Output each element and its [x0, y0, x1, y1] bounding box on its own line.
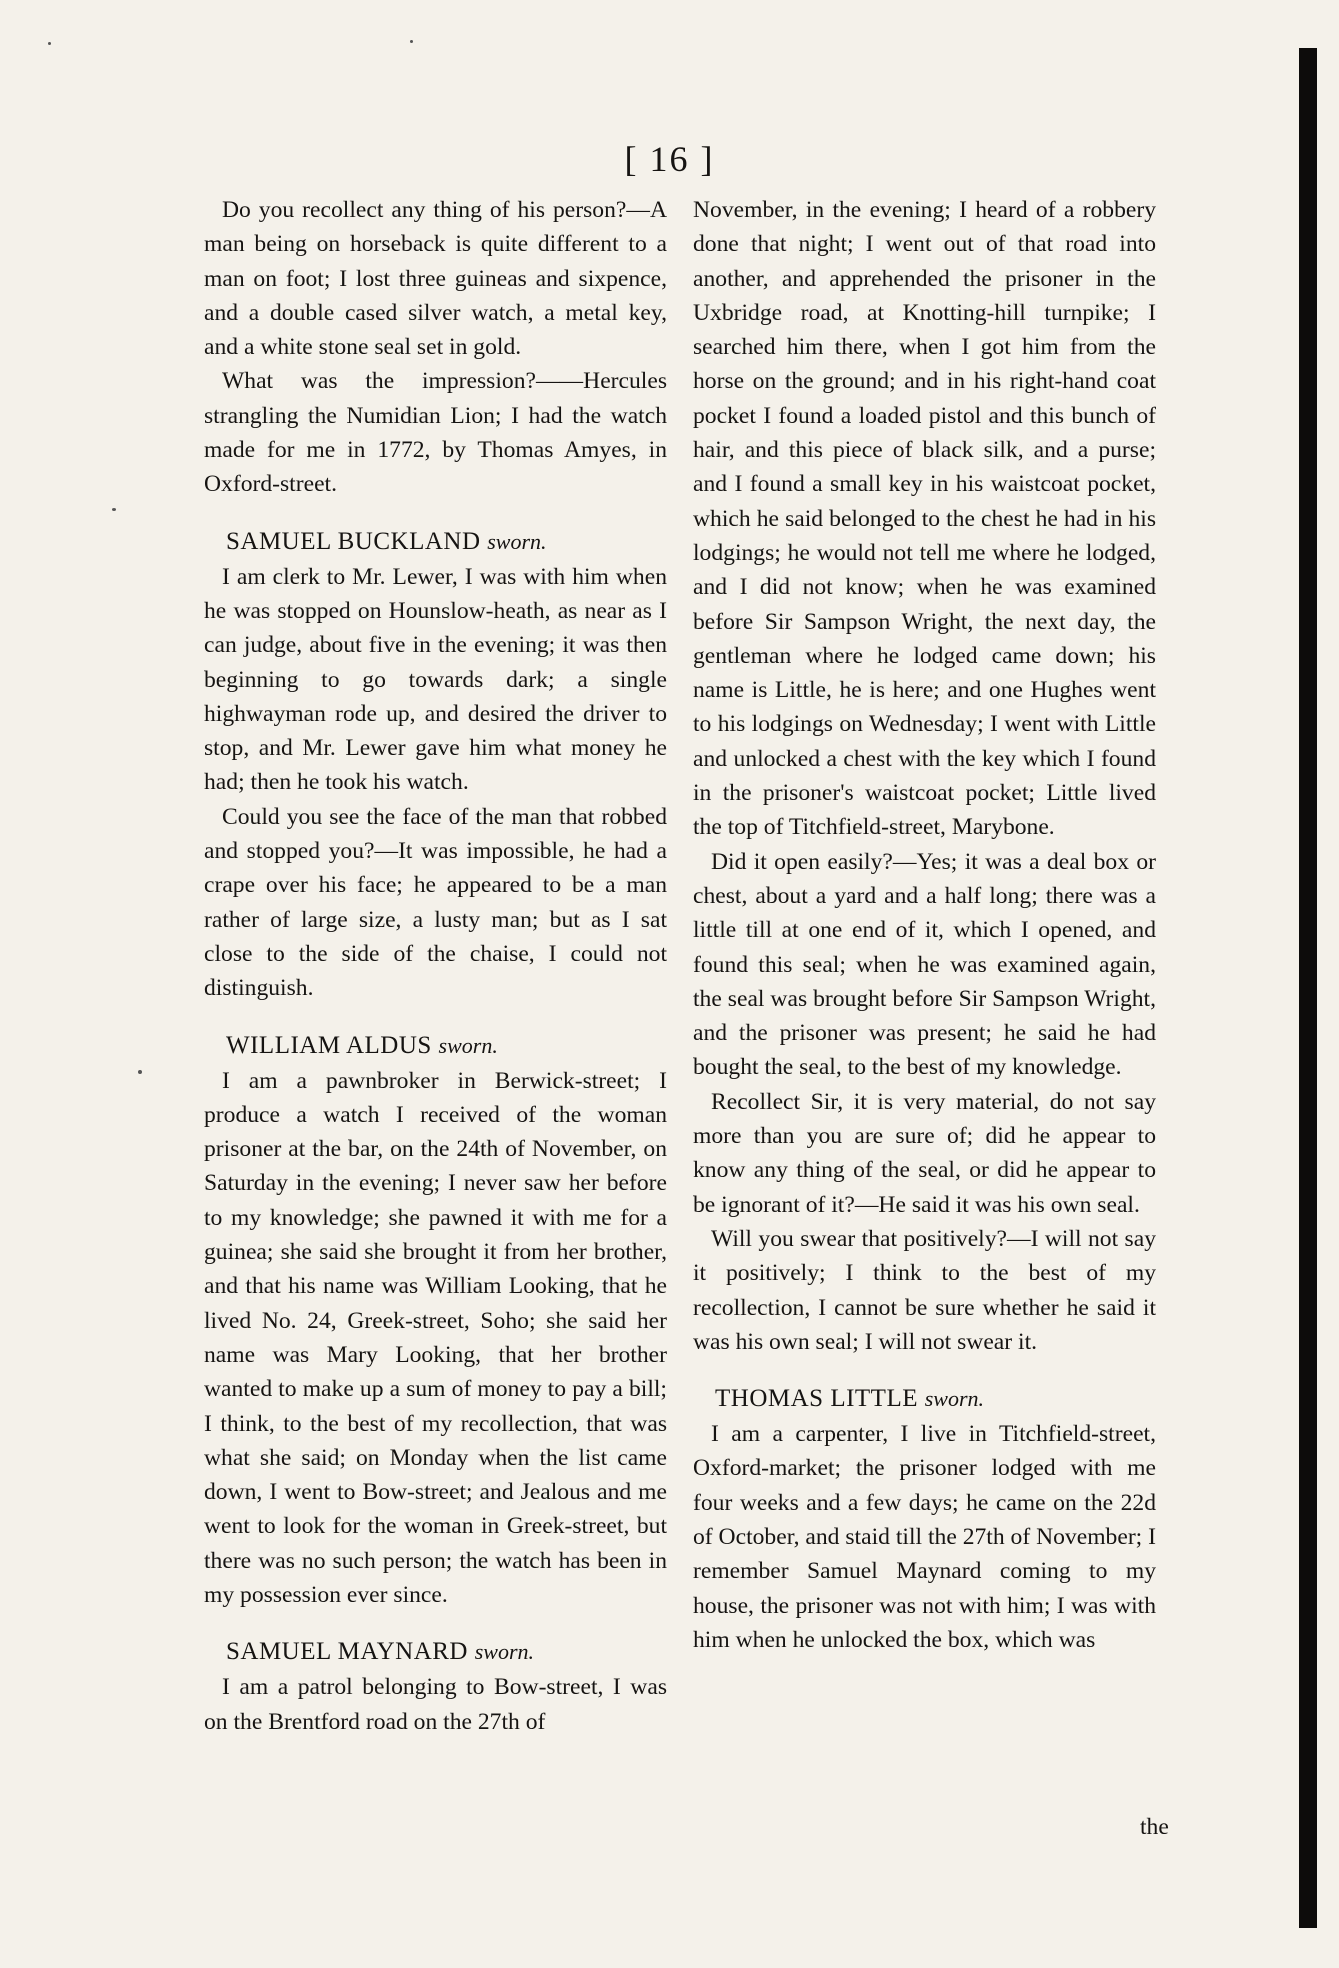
- testimony-paragraph: I am a carpenter, I live in Titchfield-street, Oxford-market; the prisoner lodged with me four weeks and a few days; he came on the 22d of October, and staid till the 27th of November; I remember Samuel Maynard coming to my house, the prisoner was not with him; I was with him when he unlocked the box, which was: [693, 1421, 1156, 1653]
- witness-name: SAMUEL MAYNARD: [226, 1638, 468, 1666]
- testimony-paragraph: Recollect Sir, it is very material, do not say more than you are sure of; did he appear to know any thing of the seal, or did he appear to be ignorant of it?—He said it was his own seal.: [693, 1088, 1156, 1218]
- sworn-label: sworn.: [474, 1639, 535, 1665]
- testimony-paragraph: Do you recollect any thing of his person?—A man being on horseback is quite different to a man on foot; I lost three guineas and sixpence, and a double cased silver watch, a metal key, and a white stone seal set in gold.: [204, 197, 667, 361]
- ink-speck: [112, 508, 116, 511]
- witness-heading: [204, 524, 667, 560]
- testimony-paragraph: I am clerk to Mr. Lewer, I was with him when he was stopped on Hounslow-heath, as near as I can judge, about five in the evening; it was then beginning to go towards dark; a single highwayman rode up, and desired the driver to stop, and Mr. Lewer gave him what money he had; then he took his watch.: [204, 563, 667, 796]
- witness-name: WILLIAM ALDUS: [226, 1031, 432, 1059]
- testimony-paragraph: November, in the evening; I heard of a robbery done that night; I went out of that road into another, and apprehended the prisoner in the Uxbridge road, at Knotting-hill turnpike; I searched him there, when I got him from the horse on the ground; and in his right-hand coat pocket I found a loaded pistol and this bunch of hair, and this piece of black silk, and a purse; and I found a small key in his waistcoat pocket, which he said belonged to the chest he had in his lodgings; he would not tell me where he lodged, and I did not know; when he was examined before Sir Sampson Wright, the next day, the gentleman where he lodged came down; his name is Little, he is here; and one Hughes went to his lodgings on Wednesday; I went with Little and unlocked a chest with the key which I found in the prisoner's waistcoat pocket; Little lived the top of Titchfield-street, Marybone.: [693, 197, 1156, 841]
- sworn-label: sworn.: [438, 1032, 498, 1058]
- ink-speck: [48, 42, 51, 45]
- witness-heading: [204, 1028, 667, 1064]
- sworn-label: sworn.: [487, 528, 547, 554]
- testimony-paragraph: Did it open easily?—Yes; it was a deal box or chest, about a yard and a half long; there was a little till at one end of it, which I opened, and found this seal; when he was examined again, the seal was brought before Sir Sampson Wright, and the prisoner was present; he said he had bought the seal, to the best of my knowledge.: [693, 848, 1156, 1081]
- ink-speck: [410, 40, 413, 43]
- catchword: the: [1140, 1814, 1169, 1840]
- sworn-label: sworn.: [924, 1386, 985, 1412]
- testimony-paragraph: Will you swear that positively?—I will not say it positively; I think to the best of my recollection, I cannot be sure whether he said it was his own seal; I will not swear it.: [693, 1225, 1156, 1355]
- left-column: [204, 193, 667, 1739]
- ink-speck: [138, 1070, 142, 1074]
- witness-name: THOMAS LITTLE: [715, 1385, 918, 1413]
- testimony-paragraph: I am a pawnbroker in Berwick-street; I produce a watch I received of the woman prisoner at the bar, on the 24th of November, on Saturday in the evening; I never saw her before to my knowledge; she pawned it with me for a guinea; she said she brought it from her brother, and that his name was William Looking, that he lived No. 24, Greek-street, Soho; she said her name was Mary Looking, that her brother wanted to make up a sum of money to pay a bill; I think, to the best of my recollection, that was what she said; on Monday when the list came down, I went to Bow-street; and Jealous and me went to look for the woman in Greek-street, but there was no such person; the watch has been in my possession ever since.: [204, 1067, 667, 1608]
- testimony-paragraph: What was the impression?——Hercules strangling the Numidian Lion; I had the watch made for me in 1772, by Thomas Amyes, in Oxford-street.: [204, 368, 667, 498]
- witness-heading: [693, 1381, 1156, 1417]
- right-column: [693, 193, 1156, 1657]
- witness-name: SAMUEL BUCKLAND: [226, 527, 481, 555]
- testimony-paragraph: I am a patrol belonging to Bow-street, I was on the Brentford road on the 27th of: [204, 1674, 667, 1735]
- page-number: [ 16 ]: [624, 139, 715, 179]
- page-edge-shadow: [1299, 48, 1317, 1928]
- testimony-paragraph: Could you see the face of the man that robbed and stopped you?—It was impossible, he had a crape over his face; he appeared to be a man rather of large size, a lusty man; but as I sat close to the side of the chaise, I could not distinguish.: [204, 803, 667, 1002]
- witness-heading: [204, 1634, 667, 1670]
